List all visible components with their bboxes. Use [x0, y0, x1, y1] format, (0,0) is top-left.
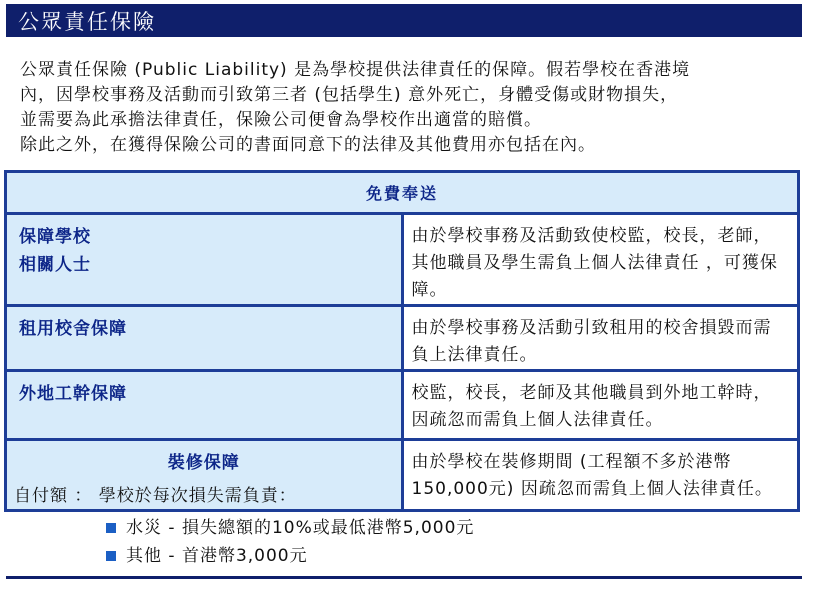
intro-line: 並需要為此承擔法律責任，保險公司便會為學校作出適當的賠償。 [20, 110, 542, 130]
deductible-section [14, 484, 794, 570]
intro-line: 除此之外，在獲得保險公司的書面同意下的法律及其他費用亦包括在內。 [20, 135, 596, 155]
row-label-line: 外地工幹保障 [19, 384, 127, 404]
row-label-line: 租用校舍保障 [19, 319, 127, 339]
page-title: 公眾責任保險 [18, 9, 156, 34]
row-label-overseas-work [6, 371, 403, 440]
row-description: 由於學校事務及活動致使校監，校長，老師，其他職員及學生需負上個人法律責任 ，可獲保障。 [402, 214, 799, 306]
table-row [6, 214, 799, 306]
table-header: 免費奉送 [6, 172, 799, 214]
row-description: 由於學校在裝修期間 (工程額不多於港幣150,000元) 因疏忽而需負上個人法律責任。 [402, 440, 799, 511]
row-label-line: 保障學校 [19, 227, 91, 247]
deductible-item-text: 其他 - 首港幣3,000元 [126, 546, 308, 566]
list-item [106, 542, 794, 570]
square-bullet-icon [106, 551, 116, 561]
row-description: 校監，校長，老師及其他職員到外地工幹時，因疏忽而需負上個人法律責任。 [402, 371, 799, 440]
table-row [6, 371, 799, 440]
intro-line: 內，因學校事務及活動而引致第三者 (包括學生) 意外死亡，身體受傷或財物損失， [20, 85, 679, 105]
bottom-divider [6, 576, 802, 579]
square-bullet-icon [106, 523, 116, 533]
intro-paragraph [20, 58, 800, 158]
page-title-bar [6, 4, 802, 37]
row-label-related-persons [6, 214, 403, 306]
row-label-line: 裝修保障 [167, 453, 240, 473]
deductible-item-text: 水災 - 損失總額的10%或最低港幣5,000元 [126, 518, 475, 538]
row-description: 由於學校事務及活動引致租用的校舍損毀而需負上法律責任。 [402, 306, 799, 371]
row-label-line: 相關人士 [19, 255, 91, 275]
intro-line: 公眾責任保險 (Public Liability) 是為學校提供法律責任的保障。假若學校在香港境 [20, 60, 691, 80]
row-label-rented-premises [6, 306, 403, 371]
list-item [106, 514, 794, 542]
deductible-heading: 自付額 ： 學校於每次損失需負責： [14, 486, 297, 506]
deductible-list [14, 514, 794, 570]
table-row [6, 306, 799, 371]
coverage-table [4, 170, 800, 512]
